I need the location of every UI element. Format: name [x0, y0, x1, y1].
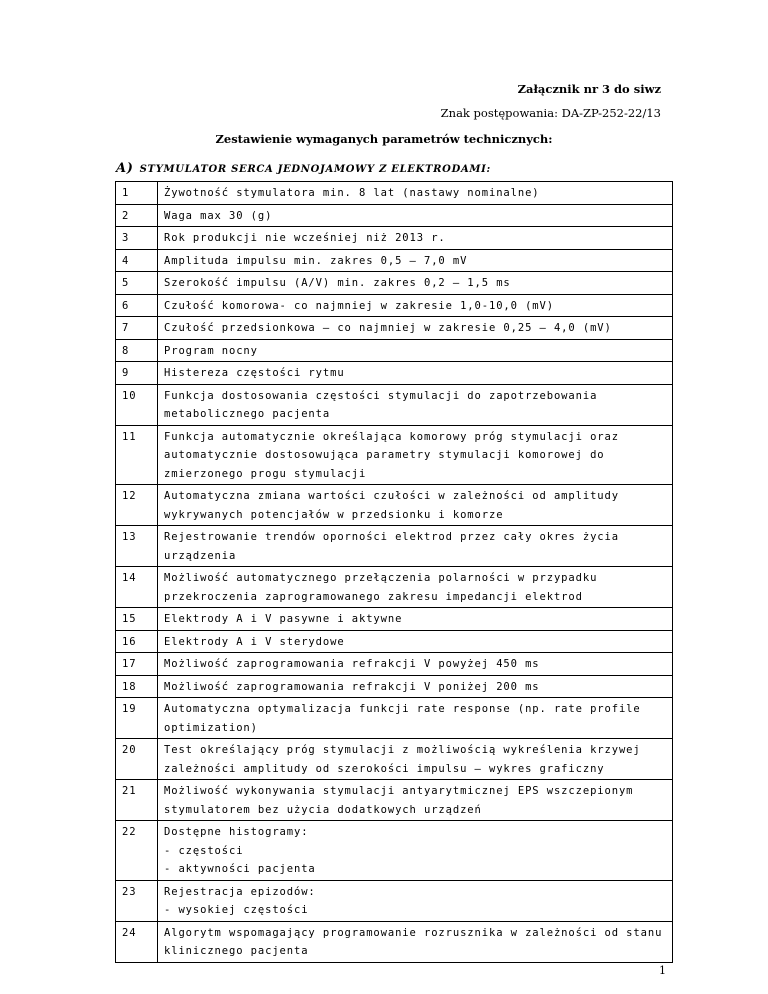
section-title: STYMULATOR SERCA JEDNOJAMOWY Z ELEKTRODAMI:: [139, 164, 491, 175]
row-number: 3: [116, 227, 158, 250]
table-row: [116, 630, 673, 653]
row-text: Histereza częstości rytmu: [158, 362, 673, 385]
row-text: Waga max 30 (g): [158, 204, 673, 227]
table-row: [116, 675, 673, 698]
row-number: 15: [116, 608, 158, 631]
table-row: [116, 608, 673, 631]
row-text: Funkcja automatycznie określająca komorowy próg stymulacji oraz automatycznie dostosowująca parametry stymulacji komorowej do zmierzonego progu stymulacji: [158, 425, 673, 485]
table-row: [116, 204, 673, 227]
row-number: 11: [116, 425, 158, 485]
row-number: 19: [116, 698, 158, 739]
row-number: 13: [116, 526, 158, 567]
row-number: 23: [116, 880, 158, 921]
row-number: 12: [116, 485, 158, 526]
table-row: [116, 567, 673, 608]
row-number: 7: [116, 317, 158, 340]
row-text: Test określający próg stymulacji z możliwością wykreślenia krzywej zależności amplitudy od szerokości impulsu – wykres graficzny: [158, 739, 673, 780]
row-text: Czułość przedsionkowa – co najmniej w zakresie 0,25 – 4,0 (mV): [158, 317, 673, 340]
row-number: 10: [116, 384, 158, 425]
row-number: 16: [116, 630, 158, 653]
table-row: [116, 384, 673, 425]
table-row: [116, 526, 673, 567]
row-text: Rejestracja epizodów: - wysokiej częstości: [158, 880, 673, 921]
row-text: Automatyczna optymalizacja funkcji rate response (np. rate profile optimization): [158, 698, 673, 739]
row-number: 4: [116, 249, 158, 272]
document-title: Zestawienie wymaganych parametrów technicznych:: [215, 132, 553, 146]
table-row: [116, 425, 673, 485]
reference-number: Znak postępowania: DA-ZP-252-22/13: [440, 106, 661, 120]
row-number: 18: [116, 675, 158, 698]
table-row: [116, 739, 673, 780]
row-text: Funkcja dostosowania częstości stymulacji do zapotrzebowania metabolicznego pacjenta: [158, 384, 673, 425]
table-row: [116, 880, 673, 921]
row-text: Możliwość wykonywania stymulacji antyarytmicznej EPS wszczepionym stymulatorem bez użycia dodatkowych urządzeń: [158, 780, 673, 821]
row-text: Elektrody A i V pasywne i aktywne: [158, 608, 673, 631]
table-row: [116, 485, 673, 526]
row-text: Rok produkcji nie wcześniej niż 2013 r.: [158, 227, 673, 250]
row-text: Rejestrowanie trendów oporności elektrod przez cały okres życia urządzenia: [158, 526, 673, 567]
table-row: [116, 249, 673, 272]
row-number: 5: [116, 272, 158, 295]
row-number: 17: [116, 653, 158, 676]
row-text: Możliwość zaprogramowania refrakcji V powyżej 450 ms: [158, 653, 673, 676]
table-row: [116, 362, 673, 385]
row-number: 1: [116, 182, 158, 205]
row-text: Żywotność stymulatora min. 8 lat (nastawy nominalne): [158, 182, 673, 205]
table-row: [116, 272, 673, 295]
row-number: 20: [116, 739, 158, 780]
row-text: Program nocny: [158, 339, 673, 362]
section-heading: [116, 161, 491, 176]
table-row: [116, 182, 673, 205]
table-row: [116, 780, 673, 821]
row-number: 8: [116, 339, 158, 362]
row-text: Amplituda impulsu min. zakres 0,5 – 7,0 mV: [158, 249, 673, 272]
parameters-table: [115, 181, 673, 963]
row-text: Elektrody A i V sterydowe: [158, 630, 673, 653]
row-number: 14: [116, 567, 158, 608]
table-row: [116, 294, 673, 317]
table-row: [116, 653, 673, 676]
table-row: [116, 921, 673, 962]
table-row: [116, 821, 673, 881]
table-row: [116, 227, 673, 250]
section-letter: A): [116, 161, 134, 176]
row-text: Dostępne histogramy: - częstości - aktywności pacjenta: [158, 821, 673, 881]
row-text: Szerokość impulsu (A/V) min. zakres 0,2 – 1,5 ms: [158, 272, 673, 295]
table-row: [116, 317, 673, 340]
row-number: 21: [116, 780, 158, 821]
row-text: Algorytm wspomagający programowanie rozrusznika w zależności od stanu klinicznego pacjenta: [158, 921, 673, 962]
table-row: [116, 339, 673, 362]
row-text: Automatyczna zmiana wartości czułości w zależności od amplitudy wykrywanych potencjałów w przedsionku i komorze: [158, 485, 673, 526]
row-text: Czułość komorowa- co najmniej w zakresie 1,0-10,0 (mV): [158, 294, 673, 317]
row-number: 6: [116, 294, 158, 317]
row-number: 22: [116, 821, 158, 881]
table-row: [116, 698, 673, 739]
page-number: 1: [659, 964, 666, 977]
row-number: 24: [116, 921, 158, 962]
annex-label: Załącznik nr 3 do siwz: [517, 82, 661, 96]
row-number: 2: [116, 204, 158, 227]
row-text: Możliwość zaprogramowania refrakcji V poniżej 200 ms: [158, 675, 673, 698]
row-number: 9: [116, 362, 158, 385]
row-text: Możliwość automatycznego przełączenia polarności w przypadku przekroczenia zaprogramowanego zakresu impedancji elektrod: [158, 567, 673, 608]
